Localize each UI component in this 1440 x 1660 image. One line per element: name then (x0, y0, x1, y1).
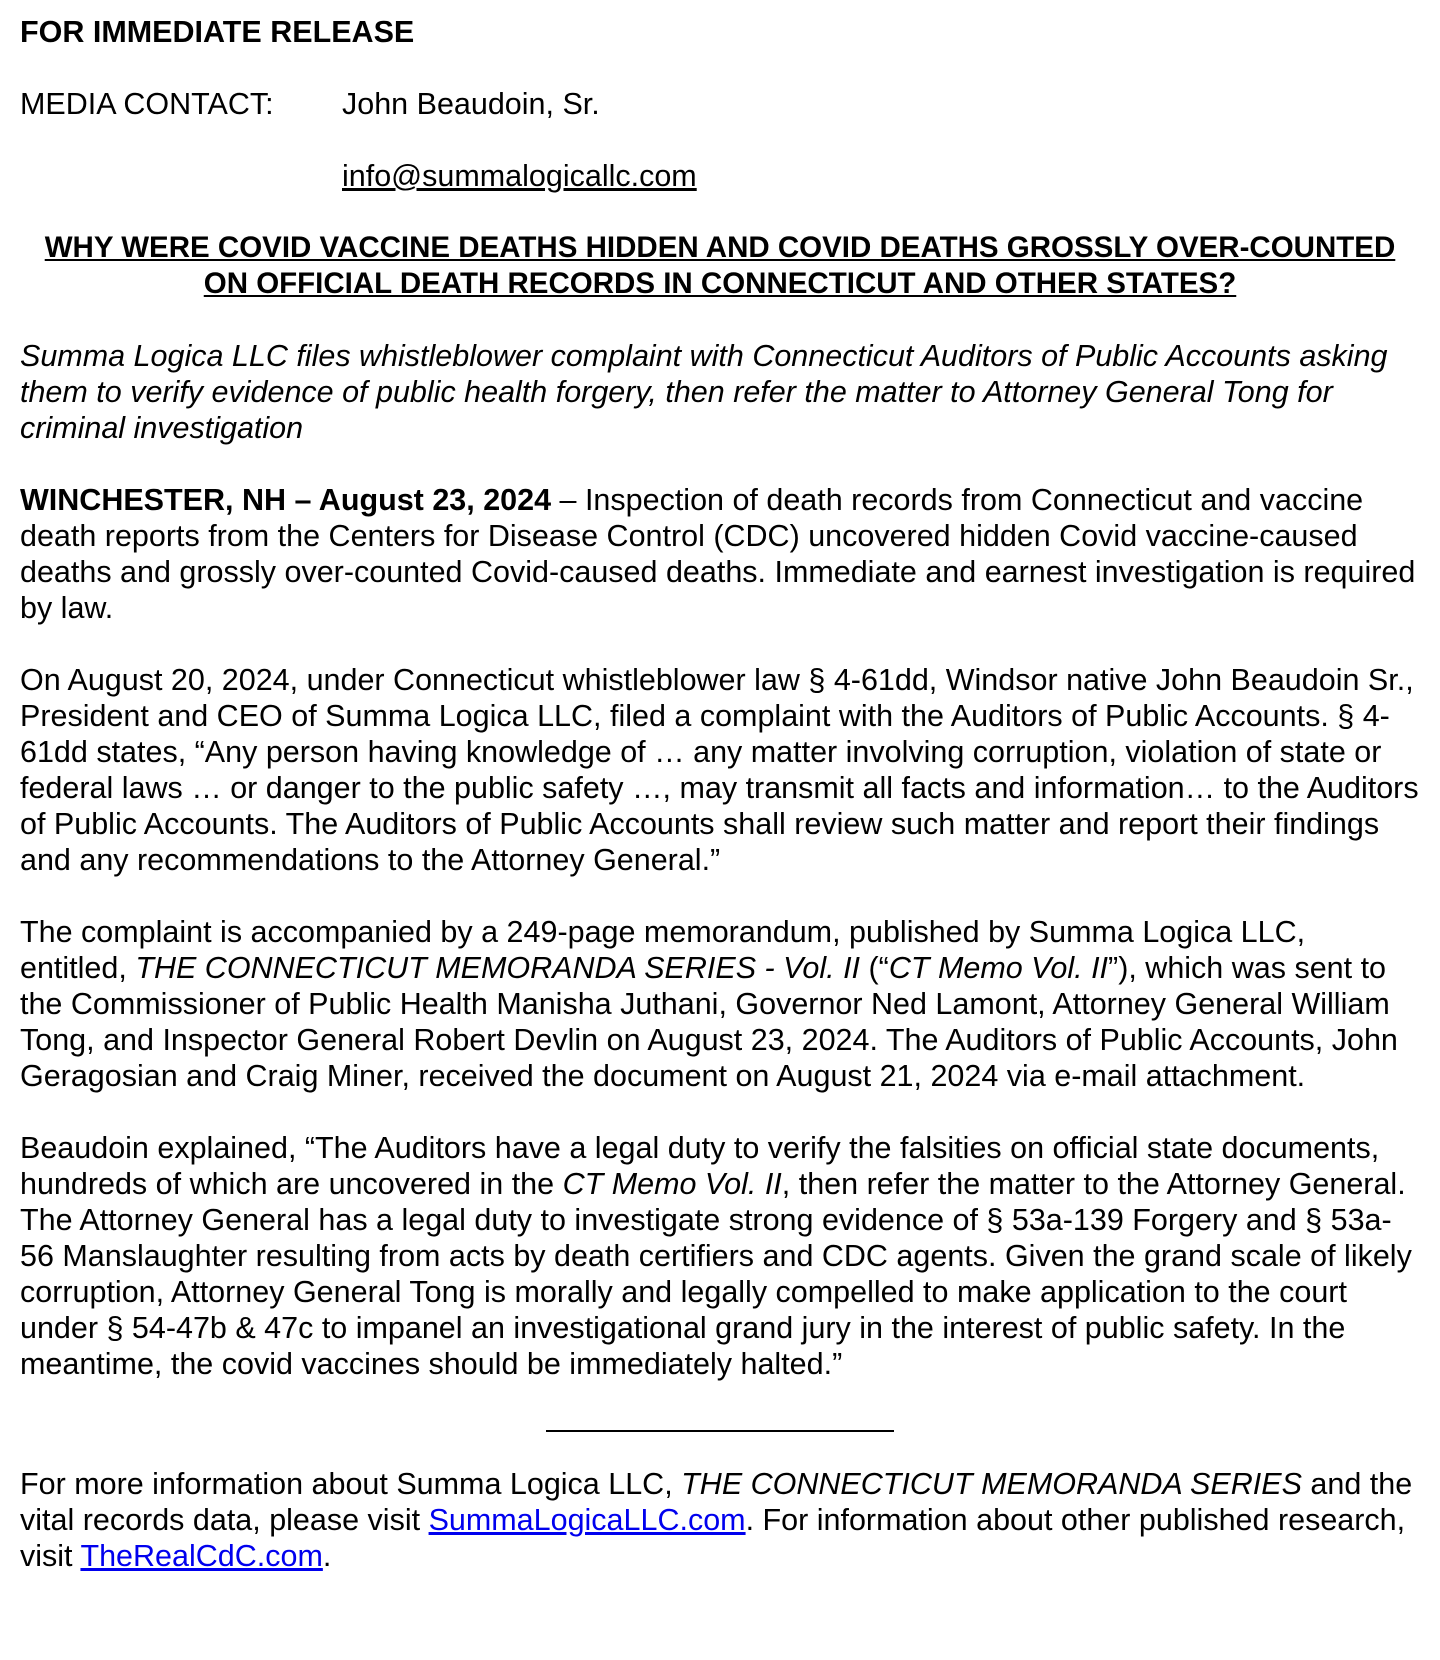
press-release (20, 14, 1420, 1574)
summalogica-link[interactable]: SummaLogicaLLC.com (428, 1503, 746, 1537)
footer-text-b: and the vital records data, please visit (20, 1467, 1413, 1537)
paragraph-2: On August 20, 2024, under Connecticut whistleblower law § 4-61dd, Windsor native John Beaudoin Sr., President and CEO of Summa Logica LLC, filed a complaint with the Auditors of Public Accounts. § 4-61dd states, “Any person having knowledge of … any matter involving corruption, violation of state or federal laws … or danger to the public safety …, may transmit all facts and information… to the Auditors of Public Accounts. The Auditors of Public Accounts shall review such matter and report their findings and any recommendations to the Attorney General.” (20, 663, 1419, 877)
memo-short-title: CT Memo Vol. II (888, 951, 1109, 985)
media-contact-row (20, 86, 1420, 122)
paragraph-dateline (20, 482, 1420, 626)
paragraph-4-text-a: Beaudoin explained, “The Auditors have a legal duty to verify the falsities on official state documents, hundreds of which are uncovered in the (20, 1131, 1380, 1201)
footer-series-title: THE CONNECTICUT MEMORANDA SERIES (681, 1467, 1302, 1501)
subheadline: Summa Logica LLC files whistleblower complaint with Connecticut Auditors of Public Accounts asking them to verify evidence of public health forgery, then refer the matter to Attorney General Tong for criminal investigation (20, 339, 1388, 445)
headline: WHY WERE COVID VACCINE DEATHS HIDDEN AND COVID DEATHS GROSSLY OVER-COUNTED ON OFFICIAL DEATH RECORDS IN CONNECTICUT AND OTHER STATES? (44, 231, 1396, 300)
paragraph-1-text: – Inspection of death records from Connecticut and vaccine death reports from the Centers for Disease Control (CDC) uncovered hidden Covid vaccine-caused deaths and grossly over-counted Covid-caused deaths. Immediate and earnest investigation is required by law. (20, 483, 1416, 625)
paragraph-3-text-c: ”), which was sent to the Commissioner of Public Health Manisha Juthani, Governor Ned Lamont, Attorney General William Tong, and Inspector General Robert Devlin on August 23, 2024. The Auditors of Public Accounts, John Geragosian and Craig Miner, received the document on August 21, 2024 via e-mail attachment. (20, 951, 1398, 1093)
media-contact-label: MEDIA CONTACT: (20, 87, 274, 121)
paragraph-3 (20, 914, 1420, 1094)
section-divider (546, 1430, 894, 1432)
therealcdc-link[interactable]: TheRealCdC.com (80, 1539, 323, 1573)
footer-info (20, 1466, 1424, 1574)
footer-text-a: For more information about Summa Logica LLC, (20, 1467, 682, 1501)
footer-text-c: . For information about other published research, visit (20, 1503, 1406, 1573)
release-heading: FOR IMMEDIATE RELEASE (20, 15, 415, 49)
paragraph-3-text-a: The complaint is accompanied by a 249-page memorandum, published by Summa Logica LLC, entitled, (20, 915, 1306, 985)
paragraph-4 (20, 1130, 1420, 1382)
footer-text-d: . (322, 1539, 332, 1573)
media-contact-email[interactable]: info@summalogicallc.com (342, 159, 697, 193)
dateline: WINCHESTER, NH – August 23, 2024 (20, 483, 552, 517)
memo-short-title-2: CT Memo Vol. II (562, 1167, 782, 1201)
media-contact-name: John Beaudoin, Sr. (342, 87, 600, 121)
media-contact-email-row (20, 158, 1420, 194)
paragraph-4-text-b: , then refer the matter to the Attorney General. The Attorney General has a legal duty to investigate strong evidence of § 53a-139 Forgery and § 53a-56 Manslaughter resulting from acts by death certifiers and CDC agents. Given the grand scale of likely corruption, Attorney General Tong is morally and legally compelled to make application to the court under § 54-47b & 47c to impanel an investigational grand jury in the interest of public safety. In the meantime, the covid vaccines should be immediately halted.” (20, 1167, 1412, 1381)
paragraph-3-text-b: (“ (860, 951, 889, 985)
memo-series-title: THE CONNECTICUT MEMORANDA SERIES - Vol. II (135, 951, 861, 985)
